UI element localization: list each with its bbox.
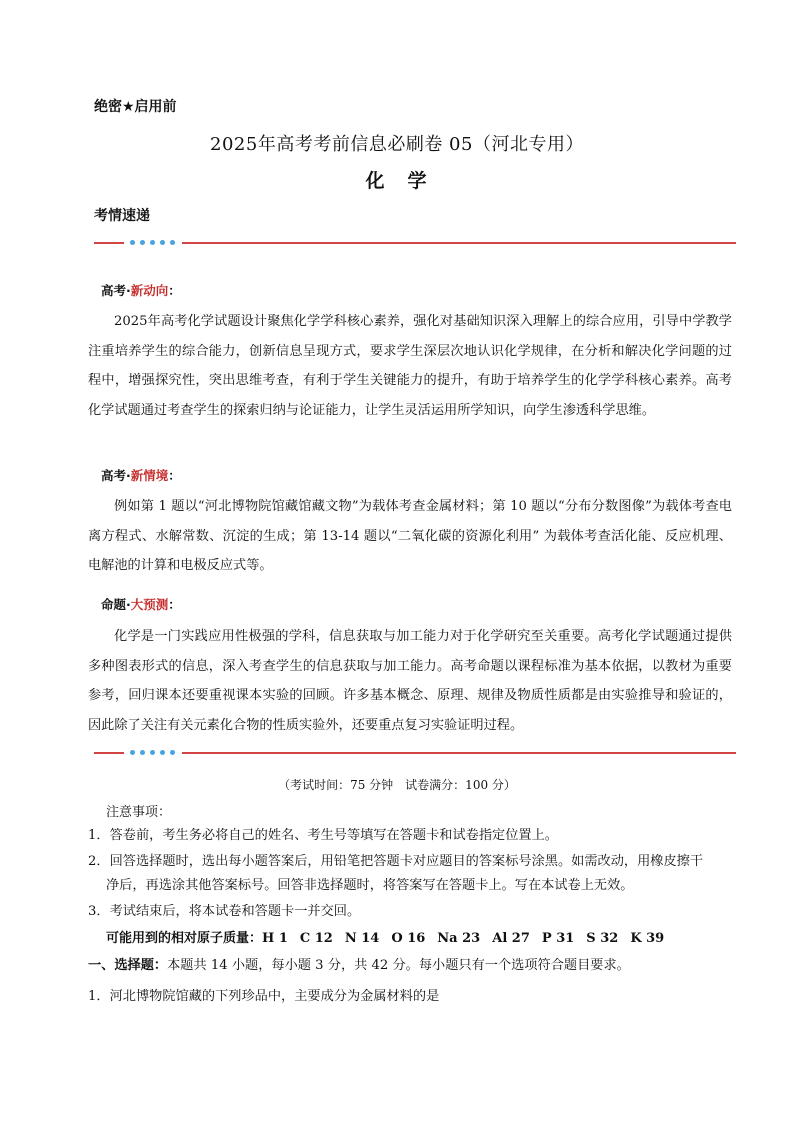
label-prefix: 高考· [101,468,131,483]
block-text-new-trend: 2025年高考化学试题设计聚焦化学学科核心素养，强化对基础知识深入理解上的综合应用，引导中学教学注重培养学生的综合能力，创新信息呈现方式，要求学生深层次地认识化学规律，在分析和解决化学问题的过程中，增强探究性，突出思维考查，有利于学生关键能力的提升，有助于培养学生的化学学科核心素养。高考化学试题通过考查学生的探索归纳与论证能力，让学生灵活运用所学知识，向学生渗透科学思维。 [88,314,732,418]
atomic-masses [106,927,664,946]
divider-dot [130,240,135,245]
divider-dots [130,238,180,248]
divider-line-left [94,242,124,244]
mass-k: K 39 [630,931,665,946]
divider-dot [140,750,145,755]
mass-s: S 32 [586,931,619,946]
secret-label: 绝密★启用前 [94,99,177,115]
block-label-new-trend [101,281,181,299]
atomic-masses-label: 可能用到的相对原子质量： [106,931,263,946]
divider-dot [160,240,165,245]
divider-dot [140,240,145,245]
question-1: 1．河北博物院馆藏的下列珍品中，主要成分为金属材料的是 [88,989,440,1004]
label-suffix: ： [168,283,181,298]
mass-n: N 14 [344,931,380,946]
part-one-instructions: 本题共 14 小题，每小题 3 分，共 42 分。每小题只有一个选项符合题目要求。 [167,958,630,973]
notice-heading: 注意事项： [106,805,172,820]
divider-dot [150,240,155,245]
divider-line-right [182,242,736,244]
part-one-title: 一、选择题： [88,958,168,973]
divider-dot [150,750,155,755]
mass-o: O 16 [391,931,426,946]
label-highlight: 大预测 [130,597,169,612]
notice-item-3: 3．考试结束后，将本试卷和答题卡一并交回。 [88,904,361,919]
decorative-divider-top [94,238,736,248]
notice-item-1: 1．答卷前，考生务必将自己的姓名、考生号等填写在答题卡和试卷指定位置上。 [88,828,558,843]
block-text-prediction: 化学是一门实践应用性极强的学科，信息获取与加工能力对于化学研究至关重要。高考化学试题通过提供多种图表形式的信息，深入考查学生的信息获取与加工能力。高考命题以课程标准为基本依据，以教材为重要参考，回归课本还要重视课本实验的回顾。许多基本概念、原理、规律及物质性质都是由实验推导和验证的，因此除了关注有关元素化合物的性质实验外，还要重点复习实验证明过程。 [88,629,732,733]
divider-dot [170,750,175,755]
exam-title: 2025年高考考前信息必刷卷 05（河北专用） [210,134,584,155]
mass-h: H 1 [262,931,288,946]
decorative-divider-bottom [94,748,736,758]
label-prefix: 命题· [101,597,131,612]
divider-dots [130,748,180,758]
divider-line-right [182,752,736,754]
part-one-heading [88,954,630,973]
divider-dot [170,240,175,245]
block-label-prediction [101,595,181,613]
mass-p: P 31 [541,931,575,946]
mass-c: C 12 [299,931,333,946]
divider-dot [160,750,165,755]
subject-title: 化 学 [365,170,429,192]
label-prefix: 高考· [101,283,131,298]
label-suffix: ： [168,597,181,612]
mass-na: Na 23 [437,931,481,946]
block-label-new-context [101,466,181,484]
divider-line-left [94,752,124,754]
notice-item-2-continued: 净后，再选涂其他答案标号。回答非选择题时，将答案写在答题卡上。写在本试卷上无效。 [106,878,634,893]
mass-al: Al 27 [492,931,530,946]
divider-dot [130,750,135,755]
label-suffix: ： [168,468,181,483]
block-text-new-context: 例如第 1 题以“河北博物院馆藏馆藏文物”为载体考查金属材料；第 10 题以“分布分数图像”为载体考查电离方程式、水解常数、沉淀的生成；第 13-14 题以“二氧化碳的资源化利用” 为载体考查活化能、反应机理、电解池的计算和电极反应式等。 [88,499,732,573]
section-title: 考情速递 [94,208,150,224]
exam-time-info: （考试时间：75 分钟 试卷满分：100 分） [278,778,516,792]
notice-item-2: 2．回答选择题时，选出每小题答案后，用铅笔把答题卡对应题目的答案标号涂黑。如需改动，用橡皮擦干 [88,854,704,869]
label-highlight: 新情境 [130,468,169,483]
label-highlight: 新动向 [130,283,169,298]
